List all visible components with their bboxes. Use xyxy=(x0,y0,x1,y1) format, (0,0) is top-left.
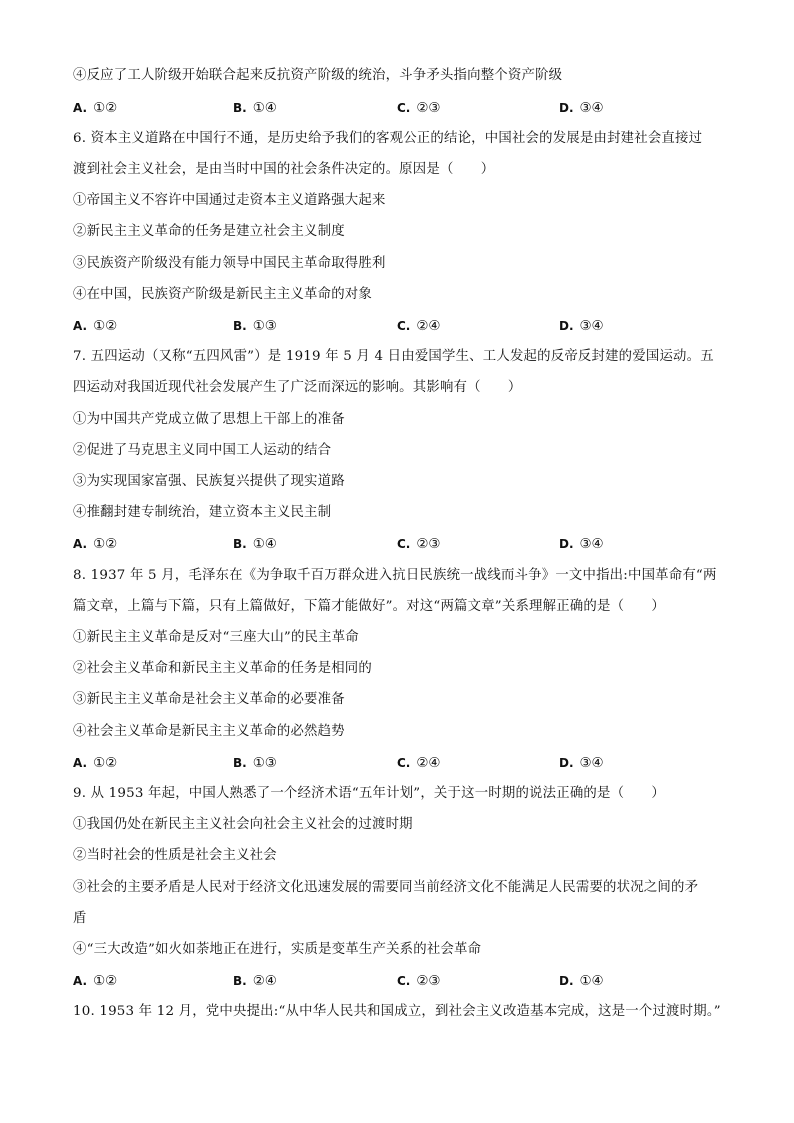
q6-stem-line-2: 渡到社会主义社会，是由当时中国的社会条件决定的。原因是（ ） xyxy=(73,162,495,177)
q9-statement-4: ④“三大改造”如火如荼地正在进行，实质是变革生产关系的社会革命 xyxy=(73,942,482,957)
q6-statement-2: ②新民主主义革命的任务是建立社会主义制度 xyxy=(73,224,345,239)
q8-option-a: A. ①② xyxy=(73,756,118,771)
q9-stem: 9. 从 1953 年起，中国人熟悉了一个经济术语“五年计划”，关于这一时期的说法正确的是（ ） xyxy=(73,786,665,801)
q7-statement-1: ①为中国共产党成立做了思想上干部上的准备 xyxy=(73,412,345,427)
q5-statement-4: ④反应了工人阶级开始联合起来反抗资产阶级的统治，斗争矛头指向整个资产阶级 xyxy=(73,68,563,83)
q7-statement-4: ④推翻封建专制统治，建立资本主义民主制 xyxy=(73,505,332,520)
q7-option-d: D. ③④ xyxy=(559,537,604,552)
q9-statement-3-line-2: 盾 xyxy=(73,911,87,926)
q7-statement-3: ③为实现国家富强、民族复兴提供了现实道路 xyxy=(73,474,345,489)
q5-option-c: C. ②③ xyxy=(397,101,441,116)
q8-stem-line-1: 8. 1937 年 5 月，毛泽东在《为争取千百万群众进入抗日民族统一战线而斗争》一文中指出:中国革命有“两 xyxy=(73,568,717,583)
q8-statement-4: ④社会主义革命是新民主主义革命的必然趋势 xyxy=(73,724,345,739)
q7-option-c: C. ②③ xyxy=(397,537,441,552)
q9-option-a: A. ①② xyxy=(73,974,118,989)
q8-options xyxy=(73,754,733,772)
q9-option-c: C. ②③ xyxy=(397,974,441,989)
q8-stem-line-2: 篇文章，上篇与下篇，只有上篇做好，下篇才能做好”。对这“两篇文章”关系理解正确的是（ ） xyxy=(73,599,665,614)
q6-statement-3: ③民族资产阶级没有能力领导中国民主革命取得胜利 xyxy=(73,256,386,271)
q8-option-d: D. ③④ xyxy=(559,756,604,771)
q6-options xyxy=(73,317,733,335)
q9-statement-3-line-1: ③社会的主要矛盾是人民对于经济文化迅速发展的需要同当前经济文化不能满足人民需要的状况之间的矛 xyxy=(73,880,699,895)
q7-stem-line-2: 四运动对我国近现代社会发展产生了广泛而深远的影响。其影响有（ ） xyxy=(73,380,522,395)
q6-option-c: C. ②④ xyxy=(397,319,441,334)
q9-option-d: D. ①④ xyxy=(559,974,604,989)
q9-option-b: B. ②④ xyxy=(233,974,277,989)
q7-option-b: B. ①④ xyxy=(233,537,277,552)
q9-statement-2: ②当时社会的性质是社会主义社会 xyxy=(73,848,277,863)
q5-options xyxy=(73,99,733,117)
q7-stem-line-1: 7. 五四运动（又称“五四风雷”）是 1919 年 5 月 4 日由爱国学生、工人发起的反帝反封建的爱国运动。五 xyxy=(73,349,714,364)
q6-stem-line-1: 6. 资本主义道路在中国行不通，是历史给予我们的客观公正的结论，中国社会的发展是由封建社会直接过 xyxy=(73,131,703,146)
q7-option-a: A. ①② xyxy=(73,537,118,552)
q6-option-b: B. ①③ xyxy=(233,319,277,334)
q8-statement-2: ②社会主义革命和新民主主义革命的任务是相同的 xyxy=(73,661,372,676)
q7-statement-2: ②促进了马克思主义同中国工人运动的结合 xyxy=(73,443,332,458)
q6-statement-4: ④在中国，民族资产阶级是新民主主义革命的对象 xyxy=(73,287,372,302)
q5-option-d: D. ③④ xyxy=(559,101,604,116)
q5-option-b: B. ①④ xyxy=(233,101,277,116)
q9-options xyxy=(73,972,733,990)
q8-option-b: B. ①③ xyxy=(233,756,277,771)
q6-option-a: A. ①② xyxy=(73,319,118,334)
q5-option-a: A. ①② xyxy=(73,101,118,116)
q8-statement-3: ③新民主主义革命是社会主义革命的必要准备 xyxy=(73,692,345,707)
q7-options xyxy=(73,535,733,553)
q8-option-c: C. ②④ xyxy=(397,756,441,771)
q6-option-d: D. ③④ xyxy=(559,319,604,334)
q9-statement-1: ①我国仍处在新民主主义社会向社会主义社会的过渡时期 xyxy=(73,817,413,832)
q6-statement-1: ①帝国主义不容许中国通过走资本主义道路强大起来 xyxy=(73,193,386,208)
q8-statement-1: ①新民主主义革命是反对“三座大山”的民主革命 xyxy=(73,630,359,645)
q10-stem-line-1: 10. 1953 年 12 月，党中央提出:“从中华人民共和国成立，到社会主义改造基本完成，这是一个过渡时期。” xyxy=(73,1004,721,1019)
